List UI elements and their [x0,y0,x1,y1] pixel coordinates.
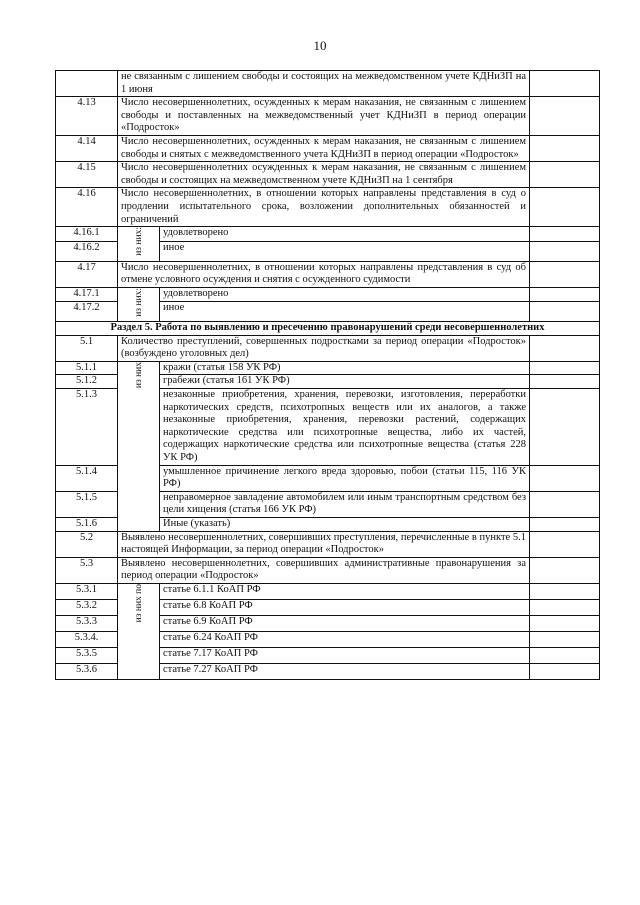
table-row [56,188,600,227]
row-number: 5.3.1 [56,583,118,599]
row-number: 4.17.2 [56,302,118,322]
value-cell [530,615,600,631]
row-description: удовлетворено [160,227,530,241]
value-cell [530,647,600,663]
row-description: статье 6.9 КоАП РФ [160,615,530,631]
page-number: 10 [313,38,327,53]
section-heading-row [56,322,600,336]
value-cell [530,599,600,615]
value-cell [530,97,600,136]
table-row [56,71,600,97]
row-description: Количество преступлений, совершенных подростками за период операции «Подросток» (возбуждено уголовных дел) [118,335,530,361]
row-description: Выявлено несовершеннолетних, совершивших преступления, перечисленные в пункте 5.1 настоящей Информации, за период операции «Подросток» [118,531,530,557]
row-number: 5.3.3 [56,615,118,631]
row-number: 5.3.5 [56,647,118,663]
row-description: умышленное причинение легкого вреда здоровью, побои (статьи 115, 116 УК РФ) [160,465,530,491]
row-description: Число несовершеннолетних, в отношении которых направлены представления в суд об отмене условного осуждения и снятия с осужденного судимости [118,261,530,287]
row-description: кражи (статья 158 УК РФ) [160,361,530,375]
value-cell [530,302,600,322]
table-row [56,361,600,375]
row-number: 5.1 [56,335,118,361]
row-description: Число несовершеннолетних, осужденных к мерам наказания, не связанным с лишением свободы и снятых с межведомственного учета КДНиЗП в период операции «Подросток» [118,135,530,161]
row-number: 5.3.4. [56,631,118,647]
row-number: 4.17 [56,261,118,287]
value-cell [530,375,600,389]
value-cell [530,188,600,227]
value-cell [530,361,600,375]
section-title: Раздел 5. Работа по выявлению и пресечению правонарушений среди несовершеннолетних [56,322,600,336]
value-cell [530,557,600,583]
row-number: 4.16 [56,188,118,227]
value-cell [530,162,600,188]
row-number: 5.1.4 [56,465,118,491]
table-row [56,135,600,161]
group-label: из них: [118,227,160,261]
value-cell [530,663,600,679]
row-number: 4.14 [56,135,118,161]
row-description: иное [160,241,530,261]
row-description: Число несовершеннолетних, осужденных к мерам наказания, не связанным с лишением свободы и поставленных на межведомственный учет КДНиЗП в период операции «Подросток» [118,97,530,136]
row-description: Число несовершеннолетних, в отношении которых направлены представления в суд о продлении испытательного срока, возложении дополнительных обязанностей и ограничений [118,188,530,227]
report-table [55,70,600,680]
row-number [56,71,118,97]
table-row [56,97,600,136]
row-number: 5.1.2 [56,375,118,389]
table-row [56,557,600,583]
row-number: 5.2 [56,531,118,557]
value-cell [530,517,600,531]
table-row [56,287,600,301]
value-cell [530,631,600,647]
value-cell [530,287,600,301]
row-number: 5.1.3 [56,389,118,466]
table-row [56,583,600,599]
row-number: 4.13 [56,97,118,136]
row-number: 5.1.5 [56,491,118,517]
table-row [56,162,600,188]
row-description: удовлетворено [160,287,530,301]
group-label: из них [118,361,160,531]
group-label: из них: [118,287,160,321]
row-description: иное [160,302,530,322]
value-cell [530,261,600,287]
value-cell [530,465,600,491]
value-cell [530,583,600,599]
row-description: незаконные приобретения, хранения, перевозки, изготовления, переработки наркотических средств, психотропных веществ или их аналогов, а также незаконные приобретения, хранения, перевозки растений, содержащих наркотические средства или психотропные вещества, либо их частей, содержащих наркотические средства или психотропные вещества (статья 228 УК РФ) [160,389,530,466]
table-row [56,531,600,557]
row-number: 4.17.1 [56,287,118,301]
row-number: 5.1.6 [56,517,118,531]
row-description: Число несовершеннолетних осужденных к мерам наказания, не связанным с лишением свободы и состоящих на межведомственном учете КДНиЗП на 1 сентября [118,162,530,188]
row-description: статье 6.8 КоАП РФ [160,599,530,615]
row-description: не связанным с лишением свободы и состоящих на межведомственном учете КДНиЗП на 1 июня [118,71,530,97]
value-cell [530,389,600,466]
row-number: 4.16.1 [56,227,118,241]
row-description: грабежи (статья 161 УК РФ) [160,375,530,389]
row-number: 5.1.1 [56,361,118,375]
row-number: 5.3.6 [56,663,118,679]
row-description: статье 6.24 КоАП РФ [160,631,530,647]
table-row [56,261,600,287]
value-cell [530,241,600,261]
value-cell [530,491,600,517]
row-description: статье 6.1.1 КоАП РФ [160,583,530,599]
row-description: статье 7.27 КоАП РФ [160,663,530,679]
table-row [56,335,600,361]
value-cell [530,71,600,97]
row-number: 4.15 [56,162,118,188]
row-description: Выявлено несовершеннолетних, совершивших административные правонарушения за период операции «Подросток» [118,557,530,583]
row-description: Иные (указать) [160,517,530,531]
row-number: 5.3 [56,557,118,583]
row-description: неправомерное завладение автомобилем или иным транспортным средством без цели хищения (статья 166 УК РФ) [160,491,530,517]
value-cell [530,135,600,161]
row-number: 4.16.2 [56,241,118,261]
value-cell [530,531,600,557]
table-row [56,227,600,241]
value-cell [530,227,600,241]
value-cell [530,335,600,361]
group-label: из них по [118,583,160,679]
row-description: статье 7.17 КоАП РФ [160,647,530,663]
row-number: 5.3.2 [56,599,118,615]
